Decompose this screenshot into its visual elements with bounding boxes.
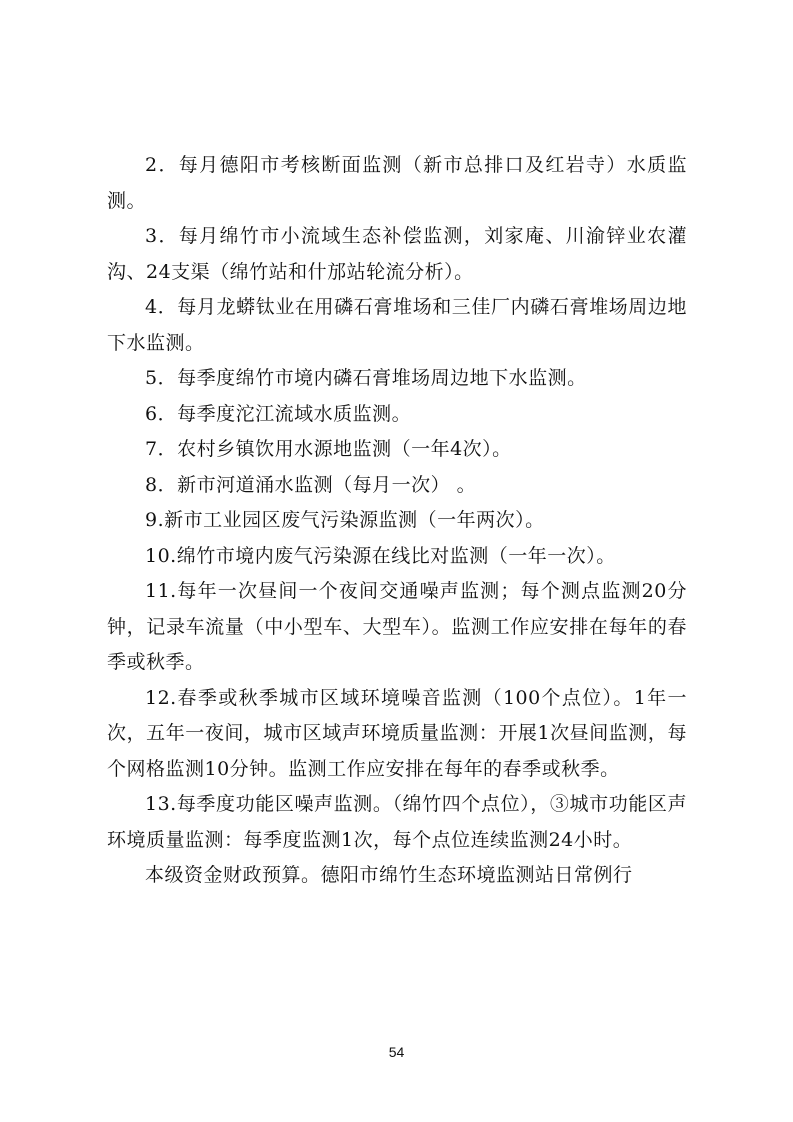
paragraph-item-2: 2．每月德阳市考核断面监测（新市总排口及红岩寺）水质监测。	[107, 154, 687, 212]
paragraph-item-6: 6．每季度沱江流域水质监测。	[145, 402, 412, 425]
paragraph-item-8: 8．新市河道涌水监测（每月一次） 。	[145, 473, 477, 496]
paragraph-item-10: 10.绵竹市境内废气污染源在线比对监测（一年一次）。	[145, 544, 616, 567]
paragraph-item-5: 5．每季度绵竹市境内磷石膏堆场周边地下水监测。	[145, 367, 587, 389]
paragraph-item-13: 13.每季度功能区噪声监测。（绵竹四个点位），③城市功能区声环境质量监测：每季度监测1次，每个点位连续监测24小时。	[107, 793, 687, 851]
paragraph-item-12: 12.春季或秋季城市区域环境噪音监测（100个点位）。1年一次，五年一夜间，城市区域声环境质量监测：开展1次昼间监测，每个网格监测10分钟。监测工作应安排在每年的春季或秋季。	[107, 686, 687, 780]
page-number: 54	[388, 1044, 405, 1060]
paragraph-item-4: 4．每月龙蟒钛业在用磷石膏堆场和三佳厂内磷石膏堆场周边地下水监测。	[107, 296, 687, 354]
paragraph-item-3: 3．每月绵竹市小流域生态补偿监测，刘家庵、川渝锌业农灌沟、24支渠（绵竹站和什邡站轮流分析）。	[107, 225, 687, 283]
paragraph-item-11: 11.每年一次昼间一个夜间交通噪声监测；每个测点监测20分钟，记录车流量（中小型车、大型车）。监测工作应安排在每年的春季或秋季。	[107, 580, 687, 673]
paragraph-budget: 本级资金财政预算。德阳市绵竹生态环境监测站日常例行	[145, 864, 633, 886]
paragraph-item-9: 9.新市工业园区废气污染源监测（一年两次）。	[145, 509, 545, 531]
paragraph-item-7: 7．农村乡镇饮用水源地监测（一年4次）。	[145, 438, 512, 460]
document-body	[107, 148, 687, 894]
